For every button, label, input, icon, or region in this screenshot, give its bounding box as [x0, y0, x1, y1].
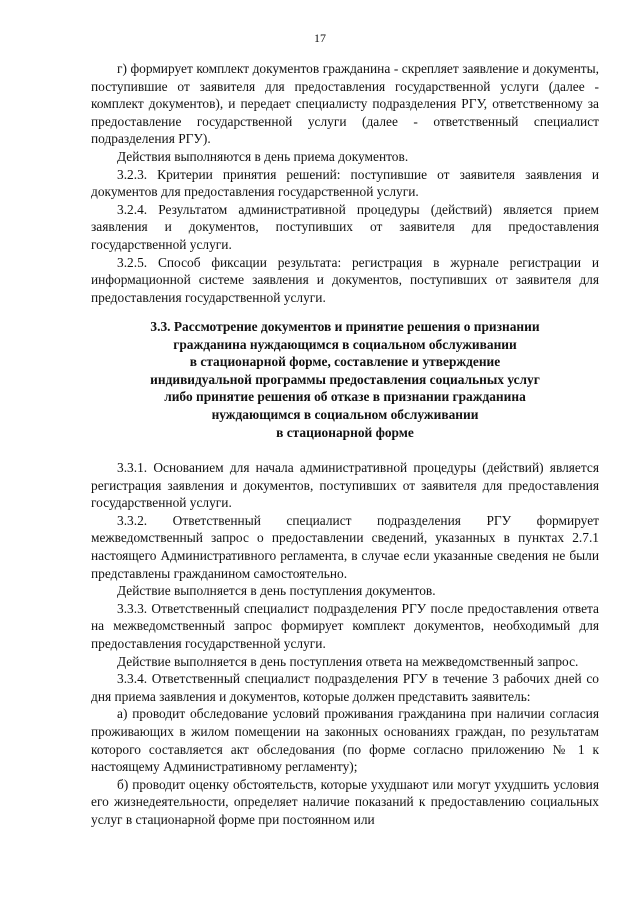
section-heading-3-3: [91, 318, 599, 441]
paragraph-3-3-4-a: а) проводит обследование условий проживания гражданина при наличии согласия проживающих в жилом помещении на законных основаниях граждан, по результатам которого составляется акт обследования (по форме согласно приложению № 1 к настоящему Административному регламенту);: [91, 706, 599, 775]
paragraph-actions-day: Действия выполняются в день приема документов.: [117, 148, 409, 164]
paragraph-3-2-g: г) формирует комплект документов гражданина - скрепляет заявление и документы, поступившие от заявителя для предоставления государственной услуги (далее - комплект документов), и передает специалисту подразделения РГУ, ответственному за предоставление государственной услуги (далее - ответственный специалист подразделения РГУ).: [91, 61, 599, 147]
paragraph-3-3-2: 3.3.2. Ответственный специалист подразделения РГУ формирует межведомственный запрос о предоставлении сведений, указанных в пунктах 2.7.1 настоящего Административного регламента, в случае если указанные сведения не были представлены гражданином самостоятельно.: [91, 512, 599, 581]
text-block-3-2: [91, 60, 599, 306]
paragraph-3-3-3: 3.3.3. Ответственный специалист подразделения РГУ после предоставления ответа на межведомственный запрос формирует комплект документов, необходимый для предоставления государственной услуги.: [91, 600, 599, 651]
heading-line: гражданина нуждающимся в социальном обслуживании: [173, 336, 517, 352]
paragraph-3-3-4-b: б) проводит оценку обстоятельств, которые ухудшают или могут ухудшить условия его жизнедеятельности, определяет наличие показаний к предоставлению социальных услуг в стационарной форме при постоянном или: [91, 776, 599, 827]
page-number: 17: [314, 31, 326, 45]
heading-line: в стационарной форме, составление и утверждение: [189, 354, 501, 370]
paragraph-3-2-3: 3.2.3. Критерии принятия решений: поступившие от заявителя заявления и документов для предоставления государственной услуги.: [91, 166, 599, 200]
heading-line: 3.3. Рассмотрение документов и принятие решения о признании: [150, 319, 540, 334]
heading-line: либо принятие решения об отказе в признании гражданина: [164, 389, 526, 405]
paragraph-3-2-4: 3.2.4. Результатом административной процедуры (действий) является прием заявления и документов, поступивших от заявителя для предоставления государственной услуги.: [91, 201, 599, 252]
heading-line: индивидуальной программы предоставления социальных услуг: [150, 371, 540, 387]
paragraph-action-docs-day: Действие выполняется в день поступления документов.: [117, 583, 436, 599]
paragraph-3-2-5: 3.2.5. Способ фиксации результата: регистрация в журнале регистрации и информационной системе заявления и документов, поступивших от заявителя для предоставления государственной услуги.: [91, 254, 599, 305]
heading-line: нуждающимся в социальном обслуживании: [211, 406, 479, 422]
heading-line: в стационарной форме: [276, 424, 414, 440]
paragraph-3-3-4: 3.3.4. Ответственный специалист подразделения РГУ в течение 3 рабочих дней со дня приема заявления и документов, которые должен представить заявитель:: [91, 671, 599, 704]
paragraph-action-response-day: Действие выполняется в день поступления ответа на межведомственный запрос.: [117, 653, 579, 669]
paragraph-3-3-1: 3.3.1. Основанием для начала административной процедуры (действий) является регистрация заявления и документов, поступивших от заявителя для предоставления государственной услуги.: [91, 460, 599, 511]
text-block-3-3: [91, 459, 599, 828]
